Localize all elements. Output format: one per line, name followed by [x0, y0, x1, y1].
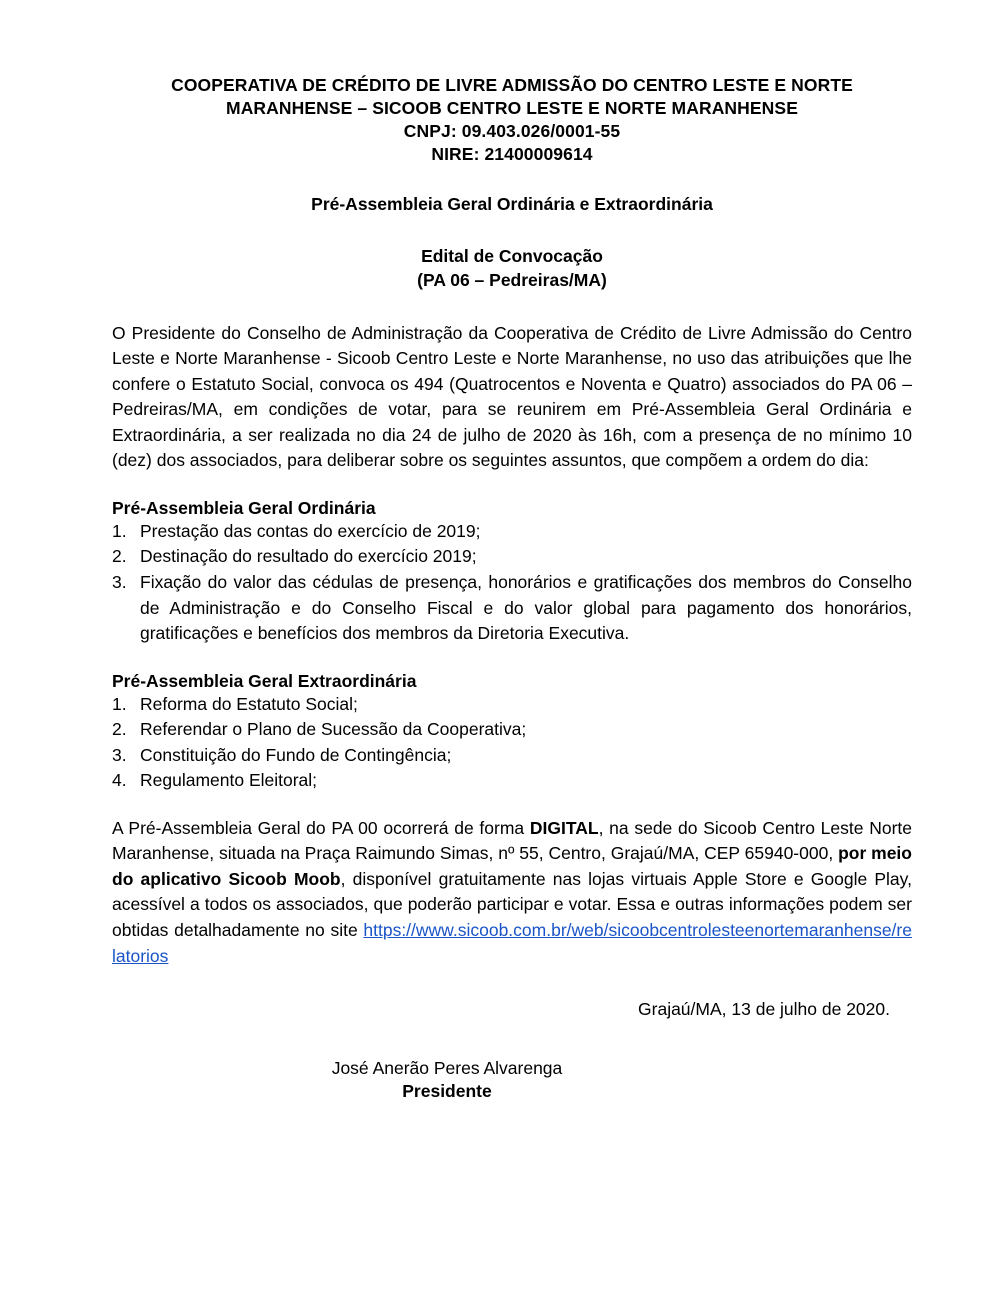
- list-item-text: Reforma do Estatuto Social;: [140, 693, 358, 714]
- signature-role: Presidente: [402, 1081, 492, 1102]
- closing-part-1: A Pré-Assembleia Geral do PA 00 ocorrerá de forma: [112, 817, 530, 838]
- list-item: [112, 692, 912, 718]
- list-item-text: Regulamento Eleitoral;: [140, 770, 318, 791]
- closing-bold-app: por meio do aplicativo Sicoob Moob: [112, 843, 912, 889]
- edital-title-line-1: Edital de Convocação: [421, 246, 603, 267]
- extraordinaria-list: [112, 692, 912, 794]
- closing-part-3: , disponível gratuitamente nas lojas virtuais Apple Store e Google Play, acessível a todos os associados, que poderão participar e votar. Essa e outras informações podem ser obtidas detalhadamente no site: [112, 868, 912, 941]
- list-item: [112, 743, 912, 769]
- signature-name: José Anerão Peres Alvarenga: [331, 1058, 563, 1079]
- header-line-1: COOPERATIVA DE CRÉDITO DE LIVRE ADMISSÃO DO CENTRO LESTE E NORTE: [171, 75, 853, 95]
- list-item: [112, 544, 912, 570]
- list-item-text: Prestação das contas do exercício de 2019;: [140, 520, 481, 541]
- relatorios-link[interactable]: https://www.sicoob.com.br/web/sicoobcentrolesteenortemaranhense/relatorios: [112, 920, 912, 966]
- closing-bold-digital: DIGITAL: [529, 817, 599, 838]
- ordinaria-list: [112, 519, 912, 647]
- header-nire: NIRE: 21400009614: [431, 144, 593, 165]
- list-item-number: 3.: [112, 572, 127, 592]
- list-item-text: Referendar o Plano de Sucessão da Cooperativa;: [140, 719, 527, 740]
- closing-part-2: , na sede do Sicoob Centro Leste Norte Maranhense, situada na Praça Raimundo Simas, nº 55, Centro, Grajaú/MA, CEP 65940-000,: [112, 817, 912, 864]
- list-item: [112, 717, 912, 743]
- list-item-number: 2.: [112, 719, 127, 740]
- list-item-number: 1.: [112, 693, 127, 714]
- section-heading-ordinaria: Pré-Assembleia Geral Ordinária: [112, 497, 376, 518]
- list-item-number: 4.: [112, 770, 127, 791]
- list-item: [112, 570, 912, 647]
- header-line-2: MARANHENSE – SICOOB CENTRO LESTE E NORTE MARANHENSE: [226, 98, 798, 119]
- list-item: [112, 519, 912, 545]
- document-subtitle: Pré-Assembleia Geral Ordinária e Extraordinária: [311, 194, 713, 215]
- edital-title-line-2: (PA 06 – Pedreiras/MA): [417, 270, 607, 290]
- list-item-text: Constituição do Fundo de Contingência;: [140, 744, 452, 765]
- header-cnpj: CNPJ: 09.403.026/0001-55: [403, 121, 621, 142]
- closing-paragraph: [112, 816, 912, 969]
- list-item-number: 3.: [112, 744, 127, 765]
- list-item-number: 1.: [112, 520, 127, 541]
- signature-block: [112, 1058, 912, 1102]
- section-heading-extraordinaria: Pré-Assembleia Geral Extraordinária: [112, 670, 417, 691]
- intro-paragraph: O Presidente do Conselho de Administração da Cooperativa de Crédito de Livre Admissão do Centro Leste e Norte Maranhense - Sicoob Centro Leste e Norte Maranhense, no uso das atribuições que lhe confere o Estatuto Social, convoca os 494 (Quatrocentos e Noventa e Quatro) associados do PA 06 – Pedreiras/MA, em condições de votar, para se reunirem em Pré-Assembleia Geral Ordinária e Extraordinária, a ser realizada no dia 24 de julho de 2020 às 16h, com a presença de no mínimo 10 (dez) dos associados, para deliberar sobre os seguintes assuntos, que compõem a ordem do dia:: [112, 322, 912, 471]
- list-item-text: Fixação do valor das cédulas de presença, honorários e gratificações dos membros do Conselho de Administração e do Conselho Fiscal e do valor global para pagamento dos honorários, gratificações e benefícios dos membros da Diretoria Executiva.: [140, 572, 912, 644]
- list-item-number: 2.: [112, 546, 127, 567]
- place-and-date: Grajaú/MA, 13 de julho de 2020.: [638, 999, 890, 1020]
- document-header: [112, 74, 912, 166]
- list-item: [112, 768, 912, 794]
- edital-title: [112, 245, 912, 292]
- list-item-text: Destinação do resultado do exercício 2019;: [140, 546, 477, 567]
